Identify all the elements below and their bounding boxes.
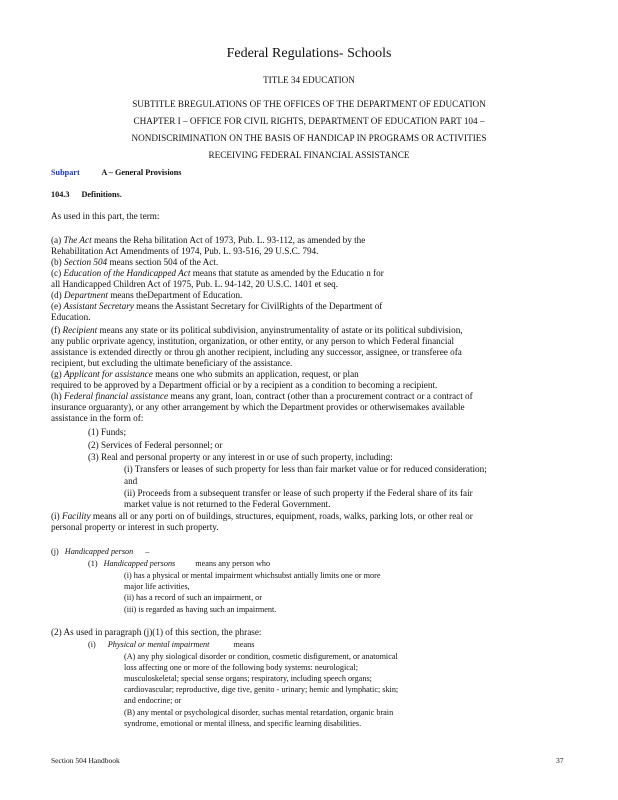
receiving-assistance-heading: RECEIVING FEDERAL FINANCIAL ASSISTANCE: [208, 150, 410, 160]
paragraph-2-intro: (2) As used in paragraph (j)(1) of this section, the phrase:: [51, 627, 262, 637]
paragraph-2-i: (i) Physical or mental impairment means: [88, 640, 255, 649]
definition-j: (j) Handicapped person –: [51, 547, 150, 556]
definitions-intro: As used in this part, the term:: [51, 211, 160, 221]
definition-h-cont-1: insurance orguaranty), or any other arrangement by which the Department provides or otherwisemakes available: [51, 402, 465, 412]
definition-f-cont-2: assistance is extended directly or throu gh another recipient, including any successor, assignee, or transferee ofa: [51, 347, 462, 357]
definition-c: (c) Education of the Handicapped Act means that statute as amended by the Educatio n for: [51, 268, 384, 278]
definition-h-item-2: (2) Services of Federal personnel; or: [88, 440, 223, 450]
paragraph-2-A-4: cardiovascular; reproductive, dige tive, genito - urinary; hemic and lymphatic; skin;: [124, 685, 399, 694]
paragraph-2-A-2: loss affecting one or more of the following body systems: neurological;: [124, 663, 359, 672]
subpart-label: Subpart: [51, 168, 80, 177]
definition-a-cont: Rehabilitation Act Amendments of 1974, Pub. L. 93-516, 29 U.S.C. 794.: [51, 246, 319, 256]
definition-i-cont: personal property or interest in such property.: [51, 522, 219, 532]
section-heading: [51, 189, 122, 200]
definition-j-1-i-cont: major life activities,: [124, 582, 190, 591]
nondiscrimination-heading: NONDISCRIMINATION ON THE BASIS OF HANDICAP IN PROGRAMS OR ACTIVITIES: [131, 133, 487, 143]
definition-d: (d) Department means theDepartment of Education.: [51, 290, 243, 300]
section-number: 104.3: [51, 190, 70, 199]
document-title: Federal Regulations- Schools: [226, 46, 392, 61]
definition-j-1-iii: (iii) is regarded as having such an impairment.: [124, 605, 277, 614]
paragraph-2-A-5: and endocrine; or: [124, 696, 182, 705]
definition-g: (g) Applicant for assistance means one who submits an application, request, or plan: [51, 369, 359, 379]
section-title: Definitions.: [81, 190, 122, 199]
definition-g-cont: required to be approved by a Department official or by a recipient as a condition to becoming a recipient.: [51, 380, 438, 390]
definition-h-item-3: (3) Real and personal property or any interest in or use of such property, including:: [88, 452, 393, 462]
paragraph-2-A-1: (A) any phy siological disorder or condition, cosmetic disfigurement, or anatomical: [124, 652, 398, 661]
definition-h-cont-2: assistance in the form of:: [51, 413, 144, 423]
paragraph-2-B-1: (B) any mental or psychological disorder, suchas mental retardation, organic brain: [124, 708, 394, 717]
definition-b: (b) Section 504 means section 504 of the Act.: [51, 257, 219, 267]
paragraph-2-B-2: syndrome, emotional or mental illness, and specific learning disabilities.: [124, 719, 362, 728]
chapter-heading: CHAPTER I – OFFICE FOR CIVIL RIGHTS, DEPARTMENT OF EDUCATION PART 104 –: [133, 116, 485, 126]
definition-j-1: (1) Handicapped persons means any person who: [88, 559, 271, 568]
definition-h: (h) Federal financial assistance means any grant, loan, contract (other than a procurement contract or a contract of: [51, 391, 473, 401]
definition-j-1-ii: (ii) has a record of such an impairment, or: [124, 593, 263, 602]
definition-h-item-1: (1) Funds;: [88, 427, 127, 437]
subtitle-heading: SUBTITLE BREGULATIONS OF THE OFFICES OF THE DEPARTMENT OF EDUCATION: [132, 99, 486, 109]
paragraph-2-A-3: musculoskeletal; special sense organs; respiratory, including speech organs;: [124, 674, 372, 683]
definition-e: (e) Assistant Secretary means the Assistant Secretary for CivilRights of the Department of: [51, 301, 383, 311]
definition-c-cont: all Handicapped Children Act of 1975, Pub. L. 94-142, 20 U.S.C. 1401 et seq.: [51, 279, 339, 289]
definition-f-cont-3: recipient, but excluding the ultimate beneficiary of the assistance.: [51, 358, 293, 368]
definition-i: (i) Facility means all or any porti on of buildings, structures, equipment, roads, walks, parking lots, or other real or: [51, 511, 473, 521]
definition-h-item-3-and: and: [124, 476, 138, 486]
definition-h-item-3-ii: (ii) Proceeds from a subsequent transfer or lease of such property if the Federal share of its fair: [124, 488, 473, 498]
title-34-heading: TITLE 34 EDUCATION: [263, 75, 355, 85]
definition-f-cont-1: any public orprivate agency, institution, organization, or other entity, or any person to which Federal financial: [51, 336, 455, 346]
definition-h-item-3-i: (i) Transfers or leases of such property for less than fair market value or for reduced consideration;: [124, 464, 487, 474]
definition-j-1-i: (i) has a physical or mental impairment whichsubst antially limits one or more: [124, 571, 381, 580]
definition-h-item-3-ii-cont: market value is not returned to the Federal Government.: [124, 499, 331, 509]
definition-f: (f) Recipient means any state or its political subdivision, anyinstrumentality of astate or its political subdivision,: [51, 325, 463, 335]
page-number: 37: [556, 756, 564, 765]
definition-e-cont: Education.: [51, 312, 91, 322]
subpart-title: A – General Provisions: [101, 168, 182, 177]
subpart-heading: [51, 167, 181, 178]
definition-a: (a) The Act means the Reha bilitation Act of 1973, Pub. L. 93-112, as amended by the: [51, 235, 366, 245]
footer-handbook: Section 504 Handbook: [51, 756, 120, 765]
